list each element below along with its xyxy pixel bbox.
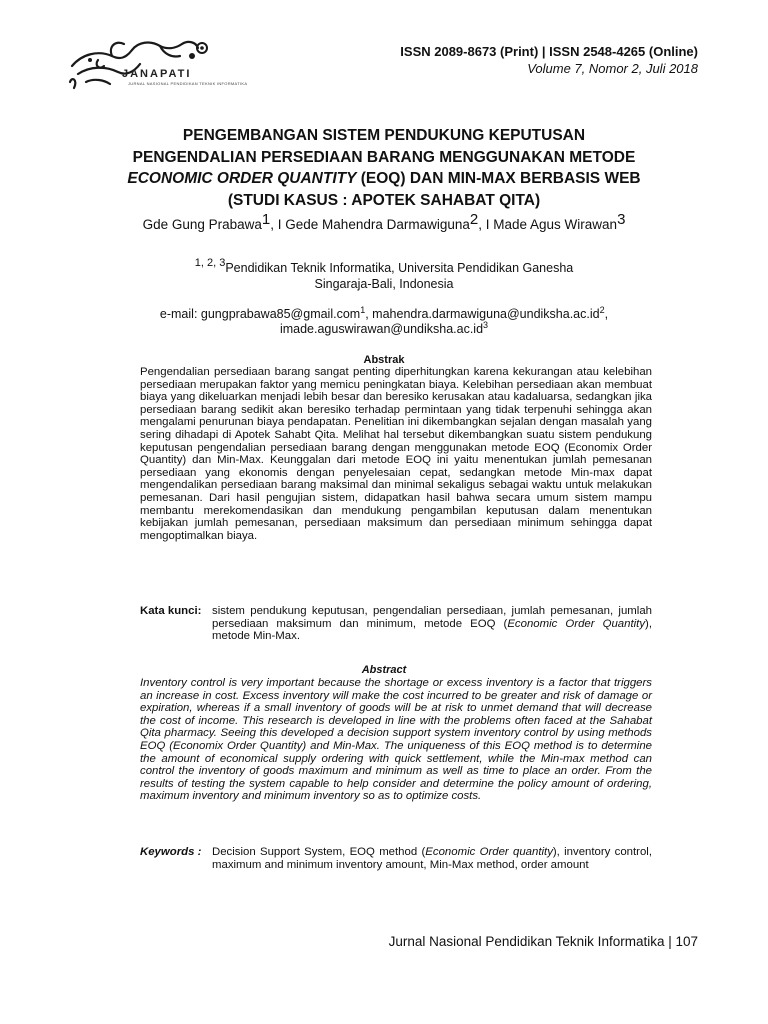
title-line-3-rest: (EOQ) DAN MIN-MAX BERBASIS WEB	[356, 170, 641, 187]
paper-title	[70, 125, 698, 211]
email-sup: 1	[360, 305, 366, 315]
volume-line: Volume 7, Nomor 2, Juli 2018	[527, 61, 698, 76]
title-line-4: (STUDI KASUS : APOTEK SAHABAT QITA)	[227, 191, 541, 209]
kata-kunci-part-2: ), metode Min-Max.	[212, 617, 652, 643]
logo-subtitle: JURNAL NASIONAL PENDIDIKAN TEKNIK INFORMATIKA	[128, 81, 248, 86]
email-address: gungprabawa85@gmail.com	[200, 307, 361, 321]
affiliation-institution: Pendidikan Teknik Informatika, Universita Pendidikan Ganesha	[225, 261, 574, 275]
affiliation-line-2: Singaraja-Bali, Indonesia	[314, 277, 454, 291]
keywords-part-2: ), inventory control, maximum and minimum inventory amount, Min-Max method, order amount	[212, 846, 652, 871]
author-name: I Made Agus Wirawan	[485, 217, 618, 232]
keywords-label: Keywords :	[140, 846, 202, 858]
keywords-italic: Economic Order quantity	[425, 846, 553, 858]
kata-kunci-text	[212, 605, 652, 643]
kata-kunci	[140, 605, 652, 643]
email-sup: 2	[599, 305, 605, 315]
email-address: mahendra.darmawiguna@undiksha.ac.id	[372, 307, 600, 321]
affiliation-line-1	[60, 257, 708, 276]
author-name: Gde Gung Prabawa	[142, 217, 262, 232]
email-line-2	[60, 322, 708, 337]
title-line-2: PENGENDALIAN PERSEDIAAN BARANG MENGGUNAKAN METODE	[132, 148, 636, 166]
kata-kunci-italic: Economic Order Quantity	[507, 617, 646, 630]
email-block	[60, 307, 708, 337]
author-list	[60, 211, 708, 232]
abstract-heading: Abstract	[361, 664, 407, 676]
author-sup: 1	[261, 211, 271, 228]
email-address: imade.aguswirawan@undiksha.ac.id	[279, 322, 484, 336]
keywords-text	[212, 846, 652, 871]
author-separator: ,	[270, 217, 278, 232]
logo-name: JANAPATI	[122, 68, 192, 80]
author-separator: ,	[478, 217, 486, 232]
title-italic-term: ECONOMIC ORDER QUANTITY	[127, 170, 357, 187]
issn-line: ISSN 2089-8673 (Print) | ISSN 2548-4265 (Online)	[400, 44, 698, 59]
email-prefix: e-mail:	[159, 307, 201, 321]
affiliation	[60, 257, 708, 292]
abstract-body: Inventory control is very important because the shortage or excess inventory is a factor that triggers an increase in cost. Excess inventory will make the cost incurred to be greater and risk of damage or expiration, whereas if a small inventory of goods will be at risk to unmet demand that will decrease the cost of income. This research is developed in line with the problems often faced at the Sahabat Qita pharmacy. Seeing this developed a decision support system inventory control by using methods EOQ (Economix Order Quantity) and Min-Max. The uniqueness of this EOQ method is to determine the amount of economical supply ordering with quick settlement, while the Min-max method can control the inventory of goods maximum and minimum as well as time to place an order. From the results of testing the system capable to help consider and determine the policy amount of ordering, maximum inventory and minimum inventory so as to optimize costs.	[140, 677, 652, 803]
title-line-1: PENGEMBANGAN SISTEM PENDUKUNG KEPUTUSAN	[182, 127, 586, 144]
email-line-1	[60, 307, 708, 322]
title-line-3	[70, 168, 698, 190]
author-sup: 3	[617, 211, 626, 228]
kata-kunci-part-1: sistem pendukung keputusan, pengendalian persediaan, jumlah pemesanan, jumlah persediaan maksimum dan minimum, metode EOQ (	[212, 605, 652, 630]
affiliation-sup: 1, 2, 3	[194, 257, 226, 269]
email-separator: ,	[604, 307, 609, 321]
kata-kunci-label: Kata kunci:	[140, 605, 202, 617]
abstrak-heading: Abstrak	[363, 354, 405, 366]
author-name: I Gede Mahendra Darmawiguna	[277, 217, 470, 232]
author-sup: 2	[469, 211, 479, 228]
page-footer: Jurnal Nasional Pendidikan Teknik Informatika | 107	[388, 934, 698, 949]
keywords-part-1: Decision Support System, EOQ method (	[212, 846, 426, 858]
keywords	[140, 846, 652, 871]
email-sup: 3	[483, 320, 489, 330]
abstrak-body: Pengendalian persediaan barang sangat penting diperhitungkan karena kekurangan atau kelebihan persediaan merupakan faktor yang memicu peningkatan biaya. Kelebihan persediaan akan membuat biaya yang dikeluarkan menjadi lebih besar dan beresiko kerusakan atau kadaluarsa, sedangkan jika persediaan barang sedikit akan beresiko terhadap permintaan yang tidak terpenuhi sehingga akan mengalami penurunan biaya pendapatan. Penelitian ini dikembangkan sejalan dengan masalah yang sering dihadapi di Apotek Sahabt Qita. Melihat hal tersebut dikembangkan suatu sistem pendukung keputusan pengendalian persediaan barang dengan menggunakan metode EOQ (Economix Order Quantity) dan Min-Max. Keunggalan dari metode EOQ ini yaitu menentukan jumlah pemesanan persediaan yang ekonomis dengan penyelesaian cepat, sedangkan metode Min-max dapat mengendalikan persediaan barang maksimal dan minimal sekaligus sebagai waktu untuk melakukan pemesanan. Dari hasil pengujian sistem, didapatkan hasil bahwa secara umum sistem mampu membantu merekomendasikan dan mendukung pengambilan keputusan dalam menentukan kebijakan jumlah pemesanan, persediaan maksimum dan persediaan minimum sehingga dapat mengoptimalkan biaya.	[140, 366, 652, 542]
email-separator: ,	[365, 307, 373, 321]
